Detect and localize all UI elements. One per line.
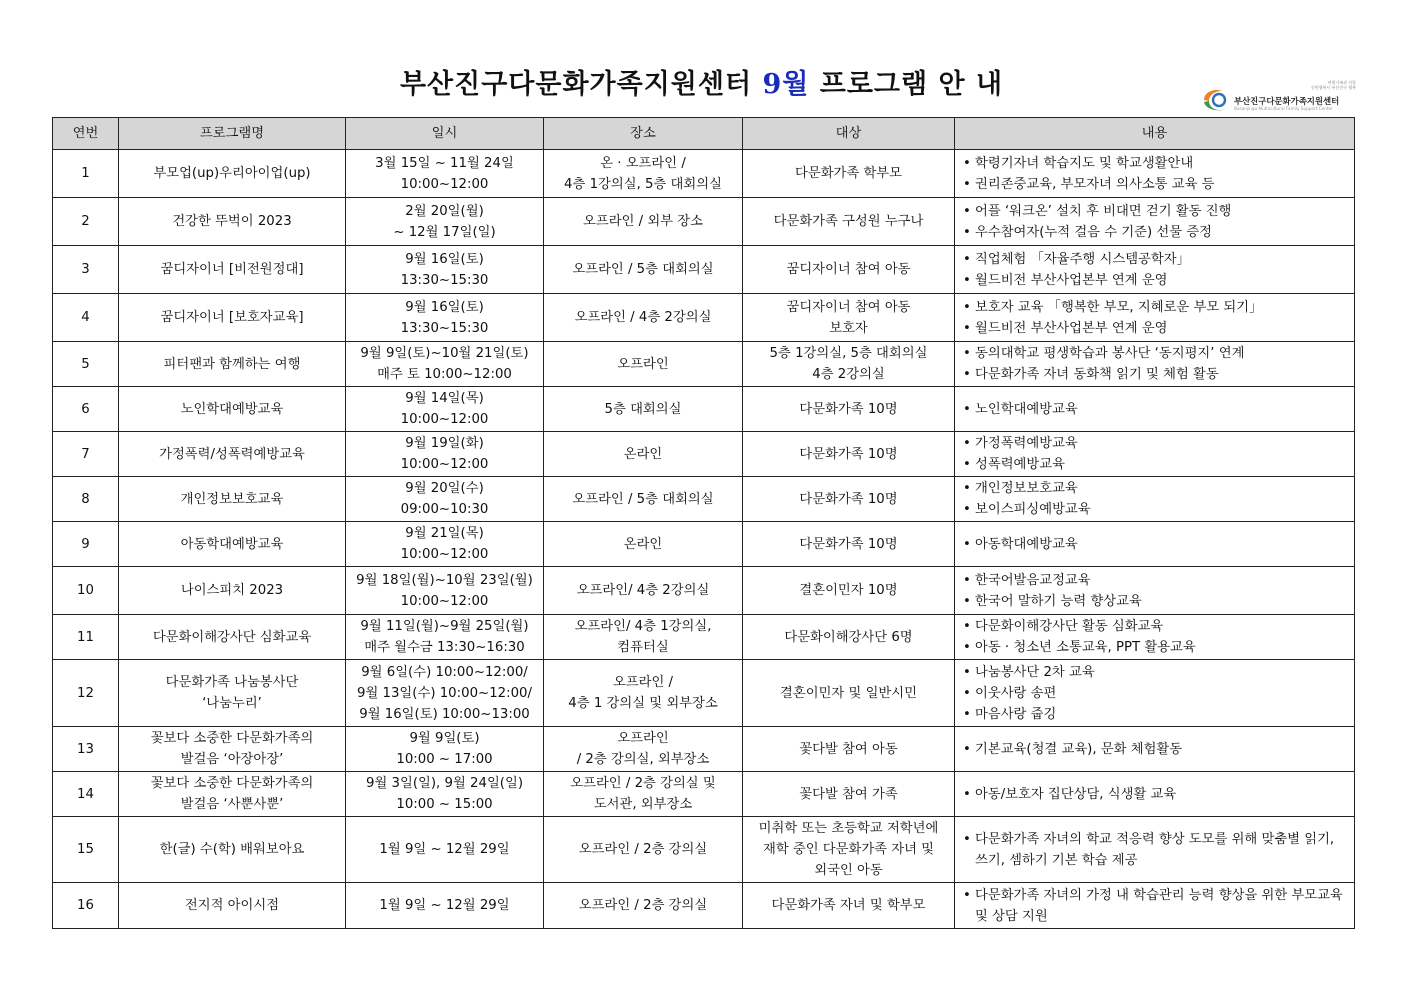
cell-line: 결혼이민자 및 일반시민 bbox=[780, 685, 917, 701]
table-row bbox=[53, 817, 1355, 883]
header-no: 연번 bbox=[53, 118, 119, 150]
cell-line: 10:00 ~ 15:00 bbox=[396, 797, 493, 812]
cell-target bbox=[743, 294, 955, 342]
cell-content bbox=[955, 615, 1355, 660]
cell-place bbox=[544, 342, 743, 387]
cell-content bbox=[955, 477, 1355, 522]
cell-line: 꽃다발 참여 가족 bbox=[799, 786, 898, 802]
cell-program-name bbox=[119, 294, 346, 342]
cell-line: 9월 14일(목) bbox=[405, 391, 484, 406]
cell-line: 09:00~10:30 bbox=[400, 502, 489, 517]
table-row bbox=[53, 342, 1355, 387]
cell-content bbox=[955, 522, 1355, 567]
cell-no-text: 6 bbox=[81, 401, 90, 417]
table-row bbox=[53, 522, 1355, 567]
cell-date bbox=[346, 772, 544, 817]
cell-line: 온 · 오프라인 / bbox=[600, 155, 686, 171]
content-bullet: • 아동학대예방교육 bbox=[961, 534, 1350, 555]
cell-no bbox=[53, 432, 119, 477]
cell-no bbox=[53, 342, 119, 387]
cell-no-text: 1 bbox=[81, 166, 90, 181]
cell-date bbox=[346, 817, 544, 883]
cell-program-name bbox=[119, 883, 346, 929]
table-row bbox=[53, 615, 1355, 660]
cell-line: 다문화가족 자녀 및 학부모 bbox=[771, 898, 926, 913]
cell-no bbox=[53, 294, 119, 342]
logo-subtitle: Busanjingu Multicultural Family Support Center bbox=[1234, 106, 1333, 111]
cell-line: 꿈디자이너 [보호자교육] bbox=[160, 310, 304, 325]
content-bullet: • 가정폭력예방교육 bbox=[961, 433, 1350, 454]
content-bullet: • 다문화가족 자녀의 학교 적응력 향상 도모를 위해 맞춤별 읽기, 쓰기, 셈하기 기본 학습 제공 bbox=[961, 829, 1350, 871]
cell-line: 오프라인/ 4층 2강의실 bbox=[576, 583, 710, 598]
content-bullet: • 보호자 교육 「행복한 부모, 지혜로운 부모 되기」 bbox=[961, 297, 1350, 318]
cell-place bbox=[544, 522, 743, 567]
table-row bbox=[53, 660, 1355, 727]
content-bullet: • 다문화가족 자녀의 가정 내 학습관리 능력 향상을 위한 부모교육 및 상담 지원 bbox=[961, 885, 1350, 927]
cell-line: 다문화가족 10명 bbox=[799, 491, 898, 507]
cell-line: 9월 19일(화) bbox=[405, 436, 484, 451]
content-bullet: • 마음사랑 줍깅 bbox=[961, 704, 1350, 725]
cell-line: 발걸음 ‘아장아장’ bbox=[180, 752, 284, 767]
cell-line: 10:00 ~ 17:00 bbox=[396, 752, 493, 767]
title-program-guide: 프로그램 안 내 bbox=[819, 69, 1004, 100]
content-bullet: • 월드비전 부산사업본부 연계 운영 bbox=[961, 270, 1350, 291]
cell-date bbox=[346, 477, 544, 522]
cell-content bbox=[955, 198, 1355, 246]
cell-target bbox=[743, 883, 955, 929]
cell-place bbox=[544, 817, 743, 883]
cell-content bbox=[955, 387, 1355, 432]
cell-target bbox=[743, 567, 955, 615]
table-row bbox=[53, 198, 1355, 246]
page-title bbox=[0, 62, 1403, 101]
content-bullet: • 동의대학교 평생학습과 봉사단 ‘동지평지’ 연계 bbox=[961, 343, 1350, 364]
cell-date bbox=[346, 522, 544, 567]
content-bullet: • 아동 · 청소년 소통교육, PPT 활용교육 bbox=[961, 637, 1350, 658]
cell-line: 꽃보다 소중한 다문화가족의 bbox=[150, 776, 314, 791]
table-row bbox=[53, 883, 1355, 929]
cell-program-name bbox=[119, 817, 346, 883]
cell-line: 4층 1강의실, 5층 대회의실 bbox=[564, 176, 722, 192]
cell-line: 다문화가족 10명 bbox=[799, 401, 898, 417]
logo-ring-blue bbox=[1213, 94, 1225, 106]
cell-line: 3월 15일 ~ 11월 24일 bbox=[375, 155, 514, 171]
cell-line: 오프라인 bbox=[617, 731, 669, 746]
cell-place bbox=[544, 772, 743, 817]
table-row bbox=[53, 727, 1355, 772]
cell-line: 9월 16일(토) 10:00~13:00 bbox=[359, 706, 530, 722]
content-bullet: • 노인학대예방교육 bbox=[961, 399, 1350, 420]
cell-content bbox=[955, 294, 1355, 342]
cell-line: 개인정보보호교육 bbox=[180, 491, 284, 507]
cell-line: ~ 12월 17일(일) bbox=[393, 224, 496, 240]
cell-line: 9월 6일(수) 10:00~12:00/ bbox=[361, 664, 528, 680]
cell-line: 오프라인 / 2층 강의실 및 bbox=[570, 776, 716, 791]
cell-place bbox=[544, 432, 743, 477]
logo-name: 부산진구다문화가족지원센터 bbox=[1234, 96, 1340, 106]
content-bullet: • 월드비전 부산사업본부 연계 운영 bbox=[961, 318, 1350, 339]
cell-content bbox=[955, 246, 1355, 294]
content-bullet: • 한국어 말하기 능력 향상교육 bbox=[961, 591, 1350, 612]
cell-line: 피터팬과 함께하는 여행 bbox=[163, 356, 301, 372]
cell-program-name bbox=[119, 342, 346, 387]
header-place: 장소 bbox=[544, 118, 743, 150]
cell-line: 10:00~12:00 bbox=[400, 593, 489, 609]
cell-program-name bbox=[119, 522, 346, 567]
center-logo bbox=[1198, 80, 1358, 116]
cell-line: 10:00~12:00 bbox=[400, 176, 489, 192]
cell-no bbox=[53, 817, 119, 883]
cell-date bbox=[346, 727, 544, 772]
content-bullet: • 학령기자녀 학습지도 및 학교생활안내 bbox=[961, 153, 1350, 174]
cell-target bbox=[743, 342, 955, 387]
cell-line: 한(글) 수(학) 배워보아요 bbox=[159, 842, 305, 857]
cell-line: 아동학대예방교육 bbox=[180, 536, 284, 552]
cell-content bbox=[955, 567, 1355, 615]
cell-place bbox=[544, 477, 743, 522]
logo-mark-icon bbox=[1200, 86, 1234, 114]
cell-program-name bbox=[119, 432, 346, 477]
cell-line: 외국인 아동 bbox=[814, 863, 883, 878]
cell-line: 9월 11일(월)~9월 25일(월) bbox=[360, 619, 529, 634]
header-program-name: 프로그램명 bbox=[119, 118, 346, 150]
cell-line: 다문화가족 10명 bbox=[799, 536, 898, 552]
cell-program-name bbox=[119, 387, 346, 432]
cell-line: 미취학 또는 초등학교 저학년에 bbox=[758, 821, 939, 836]
cell-line: 다문화가족 학부모 bbox=[795, 166, 902, 181]
table-row bbox=[53, 294, 1355, 342]
content-bullet: • 한국어발음교정교육 bbox=[961, 570, 1350, 591]
cell-line: 9월 16일(토) bbox=[405, 299, 484, 315]
cell-line: 다문화가족 10명 bbox=[799, 446, 898, 462]
cell-no-text: 11 bbox=[77, 629, 94, 645]
header-target: 대상 bbox=[743, 118, 955, 150]
cell-line: 다문화가족 구성원 누구나 bbox=[773, 214, 924, 229]
cell-no bbox=[53, 772, 119, 817]
logo-tagline-line: 여렷가족과 사랑 bbox=[1327, 80, 1356, 85]
cell-date bbox=[346, 432, 544, 477]
content-bullet: • 권리존중교육, 부모자녀 의사소통 교육 등 bbox=[961, 174, 1350, 195]
cell-line: 나이스피치 2023 bbox=[180, 583, 284, 598]
cell-target bbox=[743, 432, 955, 477]
header-content: 내용 bbox=[955, 118, 1355, 150]
cell-no bbox=[53, 477, 119, 522]
content-bullet: • 보이스피싱예방교육 bbox=[961, 499, 1350, 520]
cell-line: ‘나눔누리’ bbox=[202, 696, 262, 711]
cell-program-name bbox=[119, 727, 346, 772]
cell-no-text: 7 bbox=[81, 446, 90, 462]
cell-line: 오프라인 / 외부 장소 bbox=[583, 214, 703, 229]
cell-line: 부모업(up)우리아이업(up) bbox=[153, 166, 311, 181]
cell-date bbox=[346, 294, 544, 342]
cell-date bbox=[346, 567, 544, 615]
cell-target bbox=[743, 150, 955, 198]
cell-line: 1월 9일 ~ 12월 29일 bbox=[379, 898, 510, 913]
cell-no bbox=[53, 150, 119, 198]
cell-no bbox=[53, 522, 119, 567]
table-header-row bbox=[53, 118, 1355, 150]
cell-line: 꿈디자이너 [비전원정대] bbox=[160, 262, 304, 277]
cell-line: 온라인 bbox=[623, 536, 663, 552]
content-bullet: • 다문화이해강사단 활동 심화교육 bbox=[961, 616, 1350, 637]
cell-line: 오프라인 / 5층 대회의실 bbox=[572, 491, 714, 507]
cell-place bbox=[544, 294, 743, 342]
content-bullet: • 기본교육(청결 교육), 문화 체험활동 bbox=[961, 739, 1350, 760]
cell-program-name bbox=[119, 660, 346, 727]
cell-no-text: 16 bbox=[77, 898, 94, 913]
table-row bbox=[53, 246, 1355, 294]
cell-line: 10:00~12:00 bbox=[400, 412, 489, 427]
content-bullet: • 다문화가족 자녀 동화책 읽기 및 체험 활동 bbox=[961, 364, 1350, 385]
cell-line: 건강한 뚜벅이 2023 bbox=[172, 214, 292, 229]
cell-line: 9월 18일(월)~10월 23일(월) bbox=[356, 572, 533, 588]
cell-target bbox=[743, 387, 955, 432]
program-table bbox=[52, 117, 1355, 929]
cell-content bbox=[955, 660, 1355, 727]
content-bullet: • 직업체험 「자율주행 시스템공학자」 bbox=[961, 249, 1350, 270]
cell-line: 오프라인 / 2층 강의실 bbox=[578, 898, 708, 913]
content-bullet: • 어플 ‘워크온’ 설치 후 비대면 걷기 활동 진행 bbox=[961, 201, 1350, 222]
cell-program-name bbox=[119, 150, 346, 198]
content-bullet: • 아동/보호자 집단상담, 식생활 교육 bbox=[961, 784, 1350, 805]
cell-content bbox=[955, 883, 1355, 929]
cell-program-name bbox=[119, 772, 346, 817]
cell-content bbox=[955, 817, 1355, 883]
cell-place bbox=[544, 567, 743, 615]
title-center-name: 부산진구다문화가족지원센터 bbox=[399, 69, 753, 100]
cell-place bbox=[544, 660, 743, 727]
cell-line: 오프라인 bbox=[617, 356, 669, 372]
cell-line: 발걸음 ‘사뿐사뿐’ bbox=[180, 797, 284, 812]
cell-place bbox=[544, 387, 743, 432]
cell-line: 꿈디자이너 참여 아동 bbox=[786, 299, 911, 315]
table-row bbox=[53, 567, 1355, 615]
cell-line: 10:00~12:00 bbox=[400, 547, 489, 562]
cell-date bbox=[346, 198, 544, 246]
cell-place bbox=[544, 883, 743, 929]
cell-no bbox=[53, 567, 119, 615]
logo-tagline bbox=[1248, 80, 1356, 90]
cell-line: 가정폭력/성폭력예방교육 bbox=[159, 446, 305, 462]
cell-line: 오프라인 / 2층 강의실 bbox=[578, 842, 708, 857]
cell-no-text: 5 bbox=[81, 356, 90, 372]
cell-line: 10:00~12:00 bbox=[400, 457, 489, 472]
cell-content bbox=[955, 342, 1355, 387]
cell-line: 5층 대회의실 bbox=[604, 401, 682, 417]
cell-no-text: 3 bbox=[81, 262, 90, 277]
cell-line: 4층 2강의실 bbox=[812, 367, 885, 382]
cell-line: 5층 1강의실, 5층 대회의실 bbox=[769, 346, 928, 361]
cell-target bbox=[743, 477, 955, 522]
cell-no-text: 13 bbox=[77, 741, 94, 757]
cell-content bbox=[955, 432, 1355, 477]
cell-place bbox=[544, 198, 743, 246]
cell-line: 9월 20일(수) bbox=[405, 481, 484, 496]
cell-no bbox=[53, 727, 119, 772]
content-bullet: • 성폭력예방교육 bbox=[961, 454, 1350, 475]
title-month: 9월 bbox=[762, 69, 810, 100]
cell-no-text: 9 bbox=[81, 536, 90, 552]
cell-line: 다문화이해강사단 심화교육 bbox=[152, 629, 312, 645]
cell-program-name bbox=[119, 615, 346, 660]
cell-date bbox=[346, 342, 544, 387]
cell-target bbox=[743, 727, 955, 772]
content-bullet: • 이웃사랑 송편 bbox=[961, 683, 1350, 704]
cell-place bbox=[544, 150, 743, 198]
cell-program-name bbox=[119, 198, 346, 246]
cell-date bbox=[346, 150, 544, 198]
cell-line: 13:30~15:30 bbox=[400, 272, 489, 288]
cell-no-text: 2 bbox=[81, 214, 90, 229]
cell-no bbox=[53, 387, 119, 432]
cell-content bbox=[955, 150, 1355, 198]
cell-line: 매주 토 10:00~12:00 bbox=[377, 367, 512, 382]
cell-place bbox=[544, 727, 743, 772]
content-bullet: • 나눔봉사단 2차 교육 bbox=[961, 662, 1350, 683]
cell-line: 9월 9일(토) bbox=[409, 731, 480, 746]
cell-target bbox=[743, 772, 955, 817]
table-row bbox=[53, 477, 1355, 522]
table-row bbox=[53, 387, 1355, 432]
header-date: 일시 bbox=[346, 118, 544, 150]
cell-content bbox=[955, 772, 1355, 817]
cell-no-text: 4 bbox=[81, 310, 90, 325]
content-bullet: • 우수참여자(누적 걸음 수 기준) 선물 증정 bbox=[961, 222, 1350, 243]
cell-line: 2월 20일(월) bbox=[405, 203, 484, 219]
cell-no bbox=[53, 660, 119, 727]
cell-line: 9월 3일(일), 9월 24일(일) bbox=[365, 776, 524, 791]
cell-line: 꽃보다 소중한 다문화가족의 bbox=[150, 731, 314, 746]
cell-line: 보호자 bbox=[829, 320, 868, 336]
cell-line: 9월 13일(수) 10:00~12:00/ bbox=[356, 685, 532, 701]
cell-line: / 2층 강의실, 외부장소 bbox=[576, 752, 710, 767]
cell-no-text: 15 bbox=[77, 842, 94, 857]
cell-place bbox=[544, 615, 743, 660]
cell-no-text: 14 bbox=[77, 786, 94, 802]
cell-no-text: 12 bbox=[77, 685, 94, 701]
cell-line: 9월 9일(토)~10월 21일(토) bbox=[360, 346, 529, 361]
logo-tagline-line: 동반행복시 부산진구 행복 bbox=[1310, 85, 1356, 90]
cell-line: 노인학대예방교육 bbox=[180, 401, 284, 417]
cell-target bbox=[743, 246, 955, 294]
cell-content bbox=[955, 727, 1355, 772]
table-row bbox=[53, 150, 1355, 198]
cell-line: 꽃다발 참여 아동 bbox=[799, 741, 898, 757]
cell-date bbox=[346, 387, 544, 432]
cell-line: 오프라인 / bbox=[612, 675, 674, 690]
cell-place bbox=[544, 246, 743, 294]
cell-line: 오프라인 / 5층 대회의실 bbox=[572, 262, 714, 277]
cell-line: 다문화가족 나눔봉사단 bbox=[165, 675, 299, 690]
cell-no-text: 8 bbox=[81, 491, 90, 507]
cell-target bbox=[743, 660, 955, 727]
cell-line: 오프라인/ 4층 1강의실, bbox=[574, 619, 712, 634]
cell-date bbox=[346, 615, 544, 660]
cell-no bbox=[53, 615, 119, 660]
cell-line: 다문화이해강사단 6명 bbox=[784, 629, 913, 645]
cell-line: 9월 16일(토) bbox=[405, 251, 484, 267]
cell-line: 결혼이민자 10명 bbox=[799, 583, 898, 598]
cell-date bbox=[346, 246, 544, 294]
cell-target bbox=[743, 198, 955, 246]
cell-program-name bbox=[119, 477, 346, 522]
cell-no bbox=[53, 246, 119, 294]
cell-target bbox=[743, 522, 955, 567]
cell-date bbox=[346, 660, 544, 727]
cell-line: 온라인 bbox=[623, 446, 663, 462]
cell-target bbox=[743, 615, 955, 660]
cell-target bbox=[743, 817, 955, 883]
cell-program-name bbox=[119, 246, 346, 294]
cell-line: 9월 21일(목) bbox=[405, 526, 484, 541]
table-row bbox=[53, 432, 1355, 477]
cell-line: 도서관, 외부장소 bbox=[593, 797, 693, 812]
cell-line: 컴퓨터실 bbox=[617, 640, 669, 655]
cell-line: 꿈디자이너 참여 아동 bbox=[786, 262, 911, 277]
cell-program-name bbox=[119, 567, 346, 615]
cell-line: 전지적 아이시점 bbox=[184, 898, 280, 913]
cell-date bbox=[346, 883, 544, 929]
cell-line: 4층 1 강의실 및 외부장소 bbox=[568, 696, 718, 711]
cell-line: 13:30~15:30 bbox=[400, 320, 489, 336]
table-row bbox=[53, 772, 1355, 817]
cell-line: 매주 월수금 13:30~16:30 bbox=[364, 640, 525, 655]
cell-no bbox=[53, 883, 119, 929]
cell-no bbox=[53, 198, 119, 246]
cell-line: 오프라인 / 4층 2강의실 bbox=[574, 310, 712, 325]
content-bullet: • 개인정보보호교육 bbox=[961, 478, 1350, 499]
cell-line: 1월 9일 ~ 12월 29일 bbox=[379, 842, 510, 857]
cell-line: 재학 중인 다문화가족 자녀 및 bbox=[762, 842, 935, 857]
cell-no-text: 10 bbox=[77, 583, 94, 598]
